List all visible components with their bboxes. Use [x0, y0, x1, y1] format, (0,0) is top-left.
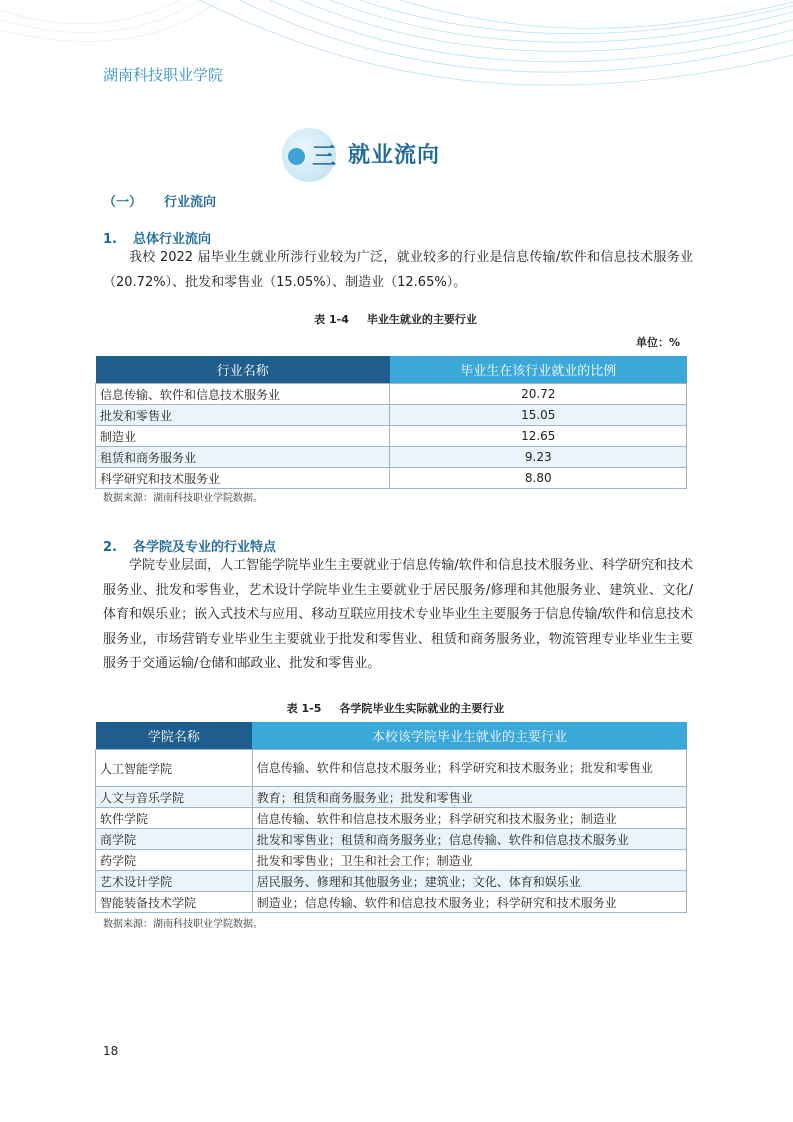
table-cell: 居民服务、修理和其他服务业；建筑业；文化、体育和娱乐业 [252, 871, 686, 892]
table-header-cell: 行业名称 [96, 356, 390, 384]
table-label: 表 1-5 [286, 702, 322, 715]
paragraph-text: 学院专业层面，人工智能学院毕业生主要就业于信息传输/软件和信息技术服务业、科学研究和技术服务业、批发和零售业，艺术设计学院毕业生主要就业于居民服务/修理和其他服务业、建筑业、文化/体育和娱乐业；嵌入式技术与应用、移动互联应用技术专业毕业生主要服务于信息传输/软件和信息技术服务业，市场营销专业毕业生主要就业于批发和零售业、租赁和商务服务业，物流管理专业毕业生主要服务于交通运输/仓储和邮政业、批发和零售业。 [103, 558, 693, 671]
table-caption-2 [103, 700, 688, 716]
table-row [96, 787, 687, 808]
subsection-heading-1 [103, 228, 211, 247]
subsection-title: 总体行业流向 [132, 232, 211, 247]
table-title: 毕业生就业的主要行业 [366, 313, 477, 326]
table-cell: 9.23 [390, 447, 687, 468]
table-header-row [96, 356, 687, 384]
table-source-note: 数据来源：湖南科技职业学院数据。 [103, 919, 263, 930]
chapter-heading [282, 128, 542, 188]
table-cell: 批发和零售业；卫生和社会工作；制造业 [252, 850, 686, 871]
table-row [96, 750, 687, 787]
paragraph-overall-industry [103, 246, 693, 295]
table-row [96, 892, 687, 913]
table-cell: 人工智能学院 [96, 750, 253, 787]
chapter-dot-decoration [288, 148, 305, 165]
table-cell: 20.72 [390, 384, 687, 405]
table-cell: 商学院 [96, 829, 253, 850]
section-title: 行业流向 [164, 195, 217, 210]
industry-table [95, 356, 687, 489]
table-source-note: 数据来源：湖南科技职业学院数据。 [103, 493, 263, 504]
table-cell: 12.65 [390, 426, 687, 447]
table-label: 表 1-4 [314, 313, 349, 326]
table-cell: 8.80 [390, 468, 687, 489]
chapter-number: 三 [312, 142, 336, 170]
table-cell: 人文与音乐学院 [96, 787, 253, 808]
table-cell: 教育；租赁和商务服务业；批发和零售业 [252, 787, 686, 808]
paragraph-college-industry [103, 554, 693, 677]
table-cell: 信息传输、软件和信息技术服务业；科学研究和技术服务业；制造业 [252, 808, 686, 829]
paragraph-text: 我校 2022 届毕业生就业所涉行业较为广泛，就业较多的行业是信息传输/软件和信息技术服务业（20.72%）、批发和零售业（15.05%）、制造业（12.65%）。 [103, 250, 693, 290]
table-cell: 批发和零售业；租赁和商务服务业；信息传输、软件和信息技术服务业 [252, 829, 686, 850]
table-cell: 批发和零售业 [96, 405, 390, 426]
table-row [96, 468, 687, 489]
table-header-cell: 学院名称 [96, 722, 253, 750]
table-cell: 智能装备技术学院 [96, 892, 253, 913]
table-caption-1 [103, 311, 688, 327]
table-row [96, 447, 687, 468]
table-cell: 制造业 [96, 426, 390, 447]
table-cell: 制造业；信息传输、软件和信息技术服务业；科学研究和技术服务业 [252, 892, 686, 913]
table-cell: 药学院 [96, 850, 253, 871]
table-row [96, 808, 687, 829]
table-row [96, 850, 687, 871]
table-title: 各学院毕业生实际就业的主要行业 [339, 702, 505, 715]
table-cell: 信息传输、软件和信息技术服务业；科学研究和技术服务业；批发和零售业 [252, 750, 686, 787]
table-row [96, 871, 687, 892]
table-header-cell: 毕业生在该行业就业的比例 [390, 356, 687, 384]
table-header-row [96, 722, 687, 750]
school-name-header: 湖南科技职业学院 [103, 66, 224, 84]
chapter-title: 就业流向 [348, 143, 441, 168]
subsection-heading-2 [103, 536, 276, 555]
section-heading [103, 191, 216, 210]
table-cell: 信息传输、软件和信息技术服务业 [96, 384, 390, 405]
table-row [96, 829, 687, 850]
college-industry-table [95, 722, 687, 913]
subsection-number: 1. [103, 232, 117, 247]
subsection-title: 各学院及专业的行业特点 [132, 540, 276, 555]
section-number: （一） [103, 195, 143, 210]
table-row [96, 384, 687, 405]
table-row [96, 405, 687, 426]
page-number: 18 [103, 1044, 119, 1058]
table-cell: 科学研究和技术服务业 [96, 468, 390, 489]
table-cell: 15.05 [390, 405, 687, 426]
table-unit: 单位：% [635, 336, 680, 349]
table-cell: 软件学院 [96, 808, 253, 829]
table-cell: 艺术设计学院 [96, 871, 253, 892]
table-cell: 租赁和商务服务业 [96, 447, 390, 468]
subsection-number: 2. [103, 540, 117, 555]
table-row [96, 426, 687, 447]
table-header-cell: 本校该学院毕业生就业的主要行业 [252, 722, 686, 750]
